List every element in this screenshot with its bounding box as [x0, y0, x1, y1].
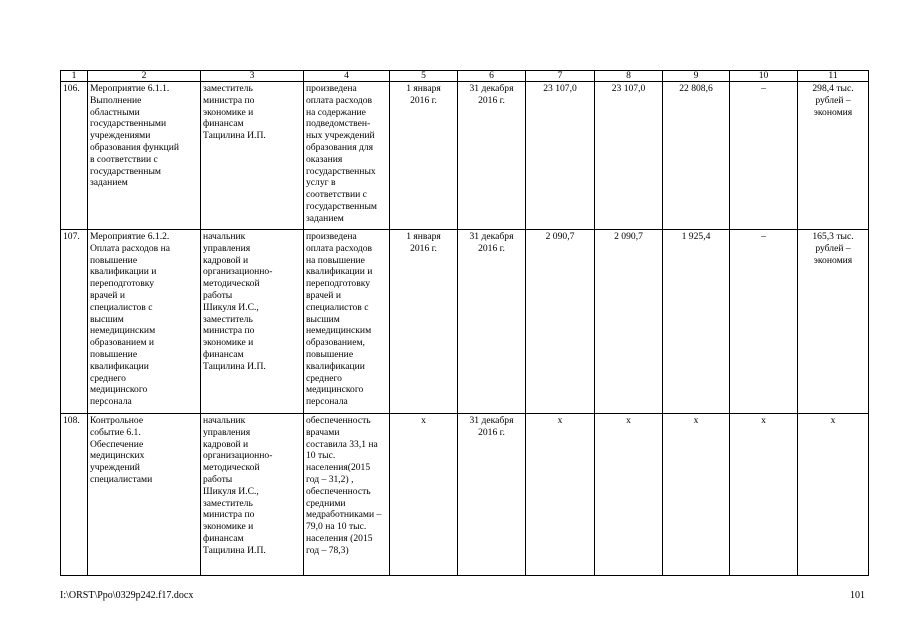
table-row [61, 230, 869, 414]
cell-line: медицинского [306, 384, 364, 396]
cell-line: заместитель [203, 313, 253, 325]
cell-line: министра по [203, 94, 255, 106]
cell-line: Шикуля И.С., [203, 301, 259, 313]
cell-line: образования для [306, 141, 374, 153]
actual-amount-cell: 22 808,6 [663, 82, 730, 230]
cell-line: организационно- [203, 450, 273, 462]
header-cell: 4 [304, 71, 390, 82]
cell-line: немедицинским [90, 325, 156, 337]
header-cell: 2 [88, 71, 201, 82]
cell-line: экономия [813, 254, 853, 266]
cell-line: персонала [306, 396, 348, 408]
cell-line: 165,3 тыс. [812, 231, 854, 242]
end-date-cell [458, 230, 526, 414]
end-date-cell [458, 414, 526, 576]
cell-line: специалистами [90, 473, 153, 485]
cell-line: на содержание [306, 106, 366, 118]
table-row [61, 414, 869, 576]
cell-line: областными [90, 106, 140, 118]
cell-line: год – 78,3) [306, 544, 349, 556]
cell-line: Выполнение [90, 94, 142, 106]
cell-line: обеспеченность [306, 415, 371, 426]
cell-line: экономике и [203, 521, 254, 533]
row-number-cell: 106. [61, 82, 88, 230]
budget-amount-cell: x [595, 414, 663, 576]
cell-line: Обеспечение [90, 438, 144, 450]
cell-line: врачей и [90, 289, 125, 301]
cell-line: квалификации [90, 360, 149, 372]
cell-line: кадровой и [203, 254, 249, 266]
cell-line: медицинского [90, 384, 148, 396]
cell-line: учреждений [90, 462, 140, 474]
cell-line: переподготовку [306, 278, 371, 290]
cell-line: 2016 г. [478, 426, 505, 438]
cell-line: начальник [203, 231, 246, 242]
column-10-cell: – [730, 230, 798, 414]
cell-line: 1 января [406, 83, 441, 94]
cell-line: оплата расходов [306, 94, 373, 106]
cell-line: составила 33,1 на [306, 438, 378, 450]
cell-line: специалистов с [306, 301, 369, 313]
footer-page-number: 101 [850, 590, 865, 601]
responsible-cell [201, 414, 304, 576]
cell-line: обеспеченность [306, 485, 371, 497]
cell-line: Оплата расходов на [90, 242, 170, 254]
start-date-cell [390, 230, 458, 414]
cell-line: Контрольное [90, 415, 144, 426]
event-cell [88, 414, 201, 576]
event-cell [88, 230, 201, 414]
note-cell [798, 414, 869, 576]
responsible-cell [201, 230, 304, 414]
cell-line: государственными [90, 118, 167, 130]
row-number-cell: 107. [61, 230, 88, 414]
cell-line: Мероприятие 6.1.2. [90, 231, 170, 242]
cell-line: экономике и [203, 106, 254, 118]
cell-line: заданием [90, 177, 128, 189]
cell-line: повышение [90, 254, 138, 266]
cell-line: финансам [203, 532, 244, 544]
cell-line: 1 января [406, 231, 441, 242]
cell-line: 31 декабря [469, 415, 514, 426]
cell-line: работы [203, 289, 233, 301]
cell-line: Тащилина И.П. [203, 360, 266, 372]
cell-line: квалификации и [306, 266, 373, 278]
result-cell [304, 82, 390, 230]
header-cell: 3 [201, 71, 304, 82]
cell-line: населения (2015 [306, 532, 373, 544]
planned-amount-cell: 2 090,7 [526, 230, 595, 414]
start-date-cell [390, 82, 458, 230]
cell-line: образования функций [90, 141, 179, 153]
actual-amount-cell: x [663, 414, 730, 576]
header-cell: 7 [526, 71, 595, 82]
cell-line: заместитель [203, 497, 253, 509]
result-cell [304, 414, 390, 576]
cell-line: финансам [203, 118, 244, 130]
cell-line: заданием [306, 212, 344, 224]
cell-line: произведена [306, 83, 357, 94]
result-cell [304, 230, 390, 414]
cell-line: 298,4 тыс. [812, 83, 854, 94]
cell-line: государственным [90, 165, 161, 177]
cell-line: министра по [203, 325, 255, 337]
cell-line: рублей – [815, 94, 851, 106]
cell-line: министра по [203, 509, 255, 521]
header-row [61, 71, 869, 82]
header-cell: 11 [798, 71, 869, 82]
column-10-cell: – [730, 82, 798, 230]
end-date-cell [458, 82, 526, 230]
start-date-cell [390, 414, 458, 576]
footer-file-path: I:\ORST\Ppo\0329p242.f17.docx [60, 590, 194, 601]
header-cell: 5 [390, 71, 458, 82]
cell-line: методической [203, 278, 260, 290]
column-10-cell: x [730, 414, 798, 576]
planned-amount-cell: x [526, 414, 595, 576]
cell-line: x [421, 415, 426, 426]
planned-amount-cell: 23 107,0 [526, 82, 595, 230]
cell-line: врачами [306, 426, 340, 438]
cell-line: квалификации и [90, 266, 157, 278]
header-cell: 1 [61, 71, 88, 82]
cell-line: государственным [306, 200, 377, 212]
cell-line: учреждениями [90, 130, 151, 142]
cell-line: год – 31,2) , [306, 473, 354, 485]
header-cell: 8 [595, 71, 663, 82]
cell-line: 10 тыс. [306, 450, 336, 462]
cell-line: Тащилина И.П. [203, 544, 266, 556]
cell-line: экономике и [203, 337, 254, 349]
cell-line: повышение [306, 348, 354, 360]
cell-line: кадровой и [203, 438, 249, 450]
cell-line: переподготовку [90, 278, 155, 290]
cell-line: Шикуля И.С., [203, 485, 259, 497]
budget-amount-cell: 2 090,7 [595, 230, 663, 414]
cell-line: Тащилина И.П. [203, 130, 266, 142]
cell-line: образованием, [306, 337, 365, 349]
cell-line: медицинских [90, 450, 145, 462]
cell-line: рублей – [815, 242, 851, 254]
cell-line: заместитель [203, 83, 253, 94]
cell-line: врачей и [306, 289, 341, 301]
cell-line: немедицинским [306, 325, 372, 337]
cell-line: услуг в [306, 177, 336, 189]
row-number-cell: 108. [61, 414, 88, 576]
cell-line: 2016 г. [478, 242, 505, 254]
cell-line: 79,0 на 10 тыс. [306, 521, 367, 533]
cell-line: среднего [306, 372, 342, 384]
cell-line: специалистов с [90, 301, 153, 313]
note-cell [798, 230, 869, 414]
cell-line: работы [203, 473, 233, 485]
cell-line: экономия [813, 106, 853, 118]
cell-line: 2016 г. [410, 242, 437, 254]
cell-line: повышение [90, 348, 138, 360]
cell-line: Мероприятие 6.1.1. [90, 83, 170, 94]
cell-line: на повышение [306, 254, 365, 266]
cell-line: средними [306, 497, 346, 509]
table-row [61, 82, 869, 230]
actual-amount-cell: 1 925,4 [663, 230, 730, 414]
cell-line: начальник [203, 415, 246, 426]
cell-line: образованием и [90, 337, 155, 349]
note-cell [798, 82, 869, 230]
header-cell: 6 [458, 71, 526, 82]
cell-line: управления [203, 426, 251, 438]
cell-line: 2016 г. [478, 94, 505, 106]
cell-line: соответствии с [306, 189, 367, 201]
cell-line: событие 6.1. [90, 426, 141, 438]
cell-line: 31 декабря [469, 83, 514, 94]
cell-line: x [830, 415, 836, 426]
document-table [60, 70, 869, 576]
budget-amount-cell: 23 107,0 [595, 82, 663, 230]
cell-line: 31 декабря [469, 231, 514, 242]
cell-line: государственных [306, 165, 376, 177]
header-cell: 9 [663, 71, 730, 82]
cell-line: персонала [90, 396, 132, 408]
cell-line: населения(2015 [306, 462, 371, 474]
cell-line: медработниками – [306, 509, 382, 521]
event-cell [88, 82, 201, 230]
cell-line: оплата расходов [306, 242, 373, 254]
cell-line: в соответствии с [90, 153, 158, 165]
cell-line: подведомствен- [306, 118, 371, 130]
cell-line: 2016 г. [410, 94, 437, 106]
cell-line: произведена [306, 231, 357, 242]
cell-line: квалификации [306, 360, 365, 372]
cell-line: организационно- [203, 266, 273, 278]
cell-line: методической [203, 462, 260, 474]
header-cell: 10 [730, 71, 798, 82]
cell-line: ных учреждений [306, 130, 375, 142]
cell-line: высшим [90, 313, 124, 325]
cell-line: финансам [203, 348, 244, 360]
responsible-cell [201, 82, 304, 230]
cell-line: высшим [306, 313, 340, 325]
cell-line: управления [203, 242, 251, 254]
cell-line: среднего [90, 372, 126, 384]
cell-line: оказания [306, 153, 343, 165]
